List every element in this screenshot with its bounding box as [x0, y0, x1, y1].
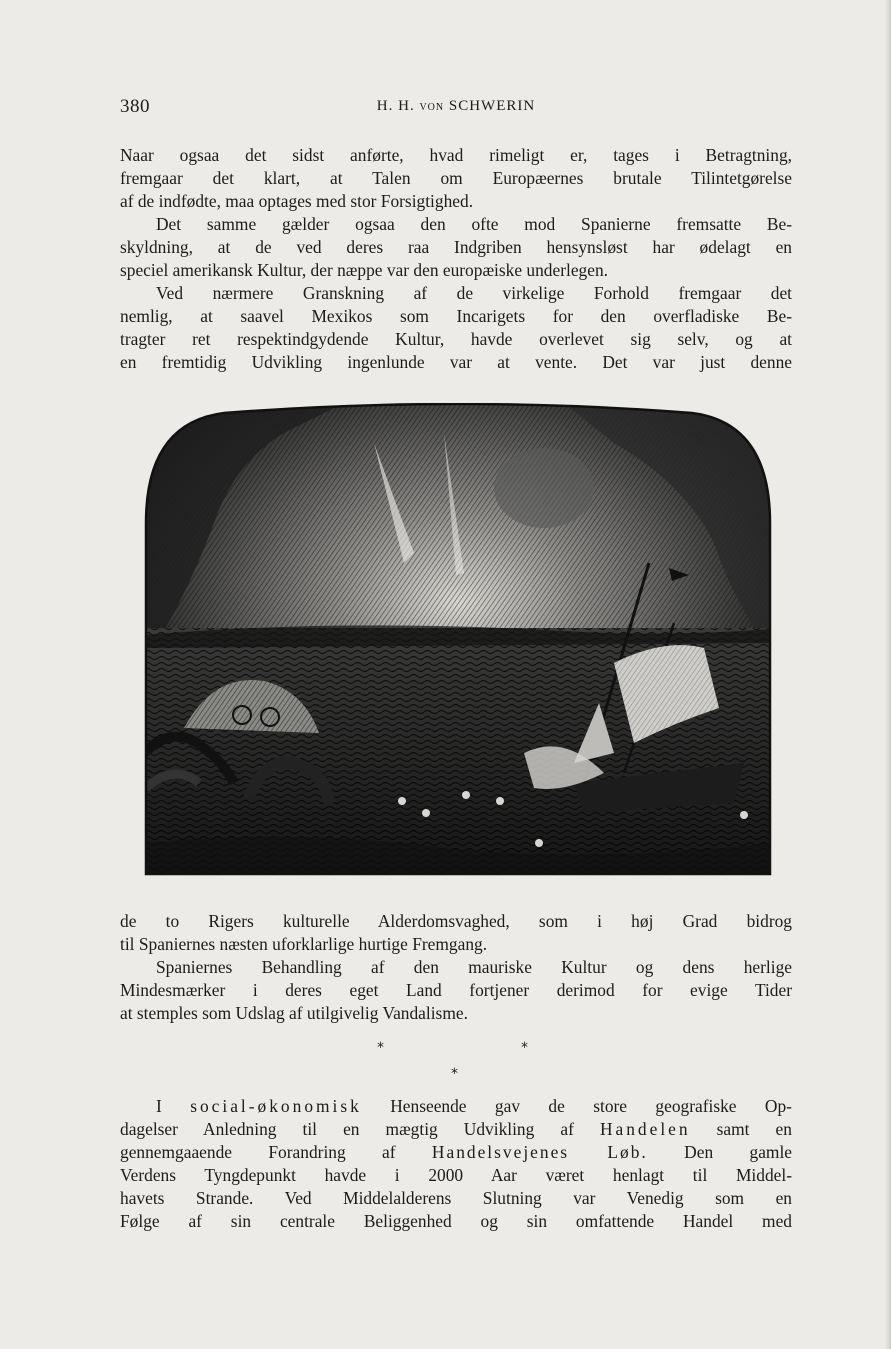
- text-line: speciel amerikansk Kultur, der næppe var den europæiske underlegen.: [120, 260, 609, 280]
- text-line: [120, 1118, 792, 1141]
- paragraph-block-top: [120, 144, 792, 374]
- separator-asterisk: *: [521, 1040, 528, 1056]
- separator-asterisk: *: [377, 1040, 384, 1056]
- text-segment: Henseende gav de store geografiske Op-: [390, 1096, 792, 1116]
- text-segment: Den gamle: [684, 1142, 793, 1162]
- text-line: skyldning, at de ved deres raa Indgriben hensynsløst har ødelagt en: [120, 237, 792, 257]
- running-head-title: [120, 98, 792, 115]
- shipwreck-engraving: [144, 403, 772, 876]
- text-line: Verdens Tyngdepunkt havde i 2000 Aar været henlagt til Middel-: [120, 1165, 792, 1185]
- text-line: [120, 1095, 792, 1118]
- text-segment: I: [156, 1096, 162, 1116]
- text-line: tragter ret respektindgydende Kultur, havde overlevet sig selv, og at: [120, 329, 792, 349]
- text-line: Det samme gælder ogsaa den ofte mod Spanierne fremsatte Be-: [156, 214, 792, 234]
- text-line: Følge af sin centrale Beliggenhed og sin omfattende Handel med: [120, 1211, 792, 1231]
- text-segment: dagelser Anledning til en mægtig Udvikling af: [120, 1119, 574, 1139]
- author-surname: SCHWERIN: [448, 98, 536, 114]
- paragraph-block-middle: [120, 910, 792, 1025]
- text-line: Mindesmærker i deres eget Land fortjener derimod for evige Tider: [120, 980, 792, 1000]
- text-line: nemlig, at saavel Mexikos som Incarigets for den overfladiske Be-: [120, 306, 792, 326]
- text-line: Naar ogsaa det sidst anførte, hvad rimeligt er, tages i Betragtning,: [120, 145, 792, 165]
- author-initials: H. H.: [376, 98, 415, 114]
- text-line: Spaniernes Behandling af den mauriske Kultur og dens herlige: [156, 957, 792, 977]
- emphasis-spaced: Handelen: [599, 1119, 691, 1139]
- author-von: VON: [419, 102, 445, 113]
- text-line: [120, 1141, 792, 1164]
- text-line: en fremtidig Udvikling ingenlunde var at vente. Det var just denne: [120, 352, 792, 372]
- running-header: [120, 96, 792, 120]
- text-line: at stemples som Udslag af utilgivelig Vandalisme.: [120, 1003, 468, 1023]
- separator-asterisk: *: [451, 1066, 458, 1082]
- text-line: af de indfødte, maa optages med stor Forsigtighed.: [120, 191, 474, 211]
- text-line: til Spaniernes næsten uforklarlige hurtige Fremgang.: [120, 934, 488, 954]
- text-line: de to Rigers kulturelle Alderdomsvaghed, som i høj Grad bidrog: [120, 911, 792, 931]
- engraving-illustration: [144, 403, 772, 876]
- paragraph-block-bottom: [120, 1095, 792, 1233]
- text-segment: gennemgaaende Forandring af: [120, 1142, 396, 1162]
- emphasis-spaced: Handelsvejenes Løb.: [431, 1142, 648, 1162]
- text-line: Ved nærmere Granskning af de virkelige Forhold fremgaar det: [156, 283, 792, 303]
- emphasis-spaced: social-økonomisk: [190, 1096, 362, 1116]
- text-line: havets Strande. Ved Middelalderens Slutning var Venedig som en: [120, 1188, 792, 1208]
- page-edge: [885, 0, 891, 1349]
- text-segment: samt en: [716, 1119, 792, 1139]
- section-separator: [120, 1040, 792, 1086]
- text-line: fremgaar det klart, at Talen om Europæernes brutale Tilintetgørelse: [120, 168, 792, 188]
- page-number: 380: [120, 96, 150, 117]
